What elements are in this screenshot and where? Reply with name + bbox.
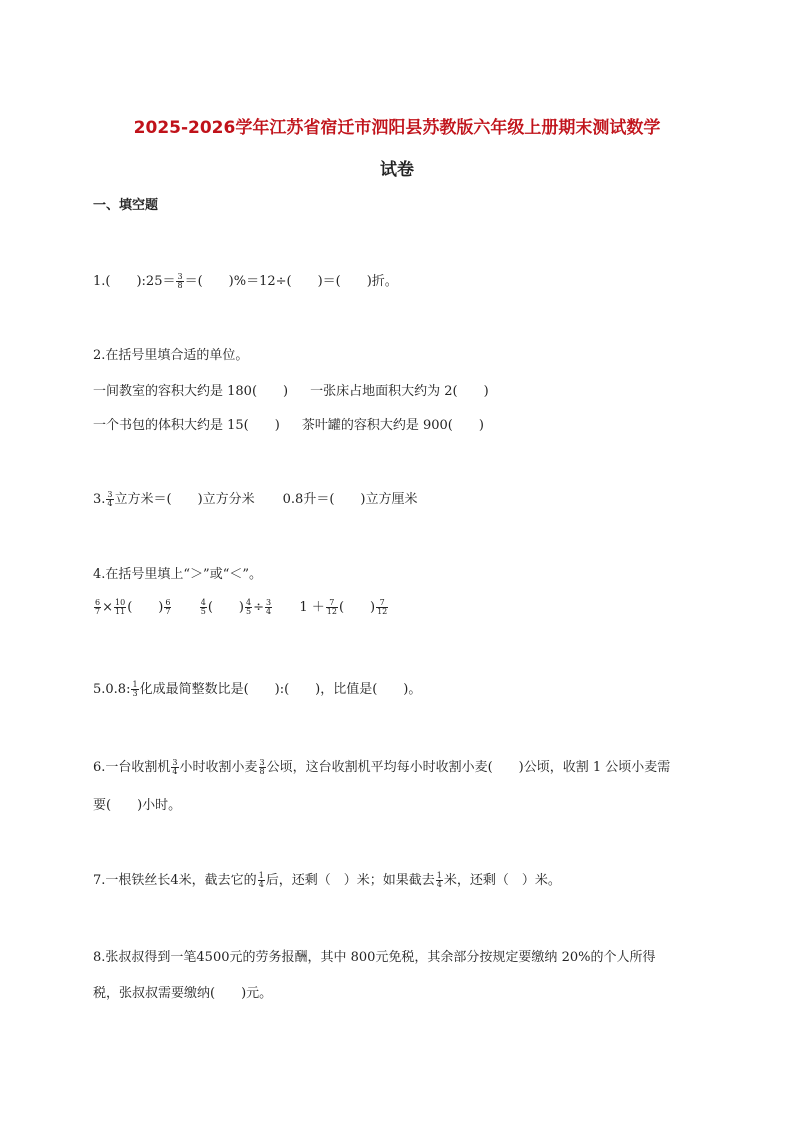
fraction: $\frac{3}{4}$	[172, 758, 178, 776]
comparison-1: $\frac{6}{7}$ × $\frac{10}{11}$ ( ) $\frac{6}{7}$	[95, 598, 171, 616]
question-8-line1: 8.张叔叔得到一笔4500元的劳务报酬，其中 800元免税，其余部分按规定要缴纳 20%的个人所得	[93, 950, 656, 965]
question-1: 1.( ):25＝ $\frac{3}{8}$ ＝( )%＝12÷( )＝( )折。	[93, 272, 398, 290]
fraction: $\frac{1}{3}$	[132, 680, 138, 698]
question-6-line1: 6.一台收割机 $\frac{3}{4}$ 小时收割小麦 $\frac{3}{8}$ 公顷，这台收割机平均每小时收割小麦( )公顷，收割 1 公顷小麦需	[93, 758, 671, 776]
exam-title-line2: 试卷	[380, 160, 414, 180]
exam-title-line1: 2025-2026学年江苏省宿迁市泗阳县苏教版六年级上册期末测试数学	[133, 118, 661, 138]
question-4-stem: 4.在括号里填上“＞”或“＜”。	[93, 567, 262, 582]
question-5: 5.0.8: $\frac{1}{3}$ 化成最简整数比是( ):( )，比值是( )。	[93, 680, 422, 698]
question-4-comparisons	[93, 596, 389, 616]
comparison-2: $\frac{4}{5}$ ( ) $\frac{4}{5}$ ÷ $\frac{3}{4}$	[200, 598, 272, 616]
fraction: $\frac{1}{4}$	[436, 871, 442, 889]
fraction: $\frac{3}{8}$	[177, 272, 183, 290]
question-2-line1: 一间教室的容积大约是 180( ) 一张床占地面积大约为 2( )	[93, 384, 489, 399]
fraction: $\frac{1}{4}$	[258, 871, 264, 889]
comparison-3: 1 ＋ $\frac{7}{12}$ ( ) $\frac{7}{12}$	[299, 598, 388, 616]
fraction: $\frac{3}{8}$	[259, 758, 265, 776]
section-heading: 一、填空题	[93, 198, 159, 213]
question-8-line2: 税，张叔叔需要缴纳( )元。	[93, 986, 273, 1001]
question-7: 7.一根铁丝长4米，截去它的 $\frac{1}{4}$ 后，还剩（ ）米；如果截去 $\frac{1}{4}$ 米，还剩（ ）米。	[93, 871, 561, 889]
question-2-line2: 一个书包的体积大约是 15( ) 茶叶罐的容积大约是 900( )	[93, 418, 484, 433]
fraction: $\frac{3}{4}$	[107, 490, 113, 508]
question-3: 3. $\frac{3}{4}$ 立方米＝( )立方分米 0.8升＝( )立方厘米	[93, 490, 418, 508]
question-2-stem: 2.在括号里填合适的单位。	[93, 348, 249, 363]
question-6-line2: 要( )小时。	[93, 798, 182, 813]
